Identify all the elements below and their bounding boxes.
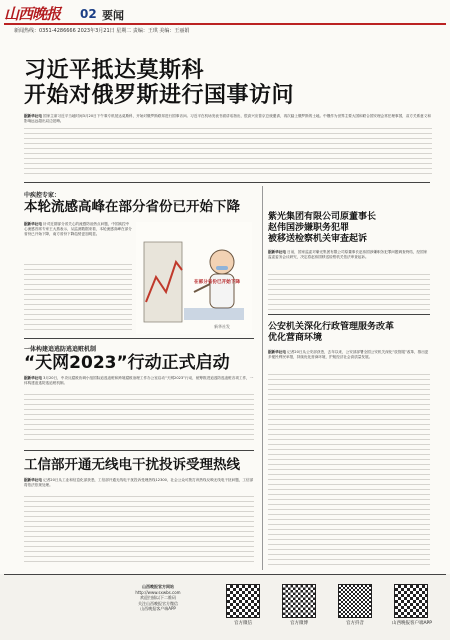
story-two-text: 针对近期部分省关心的流感防治热点问题，中国疾控中心流感首席专家王大燕表示，从监测数据来看，本轮流感高峰在部分省份已开始下降，南方省份下降趋势更加明显。	[24, 222, 132, 236]
side-one-headline-line2: 赵伟国涉嫌职务犯罪	[268, 223, 350, 233]
cartoon-text: 在部分省份已开始下降	[194, 280, 240, 285]
main-story-text: 国家主席习近平当地时间3月20日下午乘专机抵达莫斯科，开始对俄罗斯联邦进行国事访问。习近平在机场发表书面讲话指出，很高兴应普京总统邀请，再次踏上俄罗斯的土地。中俄作为世界主要大国和联合国安理会常任理事国，双方关系意义和影响远远超出双边范畴。	[24, 114, 431, 123]
qr-label-wechat: 官方微信	[234, 621, 252, 626]
story-two-dateline: 据新华社电	[24, 222, 42, 226]
story-three-text: 3月20日，中央反腐败协调小组国际追逃追赃和跨境腐败治理工作办公室启动“天网2023”行动，统筹推进追逃防逃追赃各项工作，一体构建追逃防逃追赃机制。	[24, 376, 254, 385]
side-one-headline-line3: 被移送检察机关审查起诉	[268, 234, 368, 244]
qr-label-douyin: 官方抖音	[346, 621, 364, 626]
story-three-dateline: 据新华社电	[24, 376, 42, 380]
side-one-headline-line1: 紫光集团有限公司原董事长	[268, 212, 377, 222]
promo-line-1: 山西晚报官方网站	[142, 584, 174, 589]
promo-line-5: 山西晚报客户端APP	[140, 606, 176, 611]
page-number: 02	[80, 7, 97, 21]
story-four-text: 记者20日从工业和信息化部获悉，工信部开通无线电干扰投诉受理热线12300，社会公众可拨打该热线反映无线电干扰问题，工信部将依法依规处理。	[24, 478, 254, 487]
side-two-headline-line2: 优化营商环境	[268, 333, 323, 343]
qr-code-app-icon[interactable]	[394, 584, 428, 618]
column-divider	[262, 186, 263, 570]
main-story-dateline: 据新华社电	[24, 114, 42, 118]
promo-line-3: 欢迎扫描以下二维码	[140, 595, 176, 600]
story-four-columns	[24, 494, 254, 566]
cartoon-svg	[136, 222, 252, 334]
footer-promo	[118, 584, 198, 612]
qr-label-app: 山西晚报客户端APP	[391, 621, 432, 626]
main-headline-line1: 习近平抵达莫斯科	[24, 58, 205, 83]
masthead-info: 新闻热线：0351-4286666 2023年3月21日 星期二 责编：王琪 美编：王丽娟	[14, 28, 190, 34]
divider-4	[268, 314, 430, 315]
divider-2	[24, 338, 254, 339]
story-three-lead	[24, 376, 254, 386]
story-two-lead	[24, 222, 132, 237]
qr-code-douyin-icon[interactable]	[338, 584, 372, 618]
story-three-kicker: 一体构建追逃防逃追赃机制	[24, 346, 97, 353]
footer-rule	[4, 574, 446, 575]
qr-code-weibo-icon[interactable]	[282, 584, 316, 618]
divider-3	[24, 450, 254, 451]
story-three-columns	[24, 392, 254, 444]
main-story-lead	[24, 114, 432, 124]
promo-line-4: 关注山西晚报官方微信	[138, 600, 178, 606]
qr-code-wechat-icon[interactable]	[226, 584, 260, 618]
story-three-headline: “天网2023”行动正式启动	[24, 353, 230, 373]
masthead-rule	[4, 23, 446, 25]
divider-1	[24, 182, 430, 183]
story-two-columns	[24, 262, 132, 330]
story-four-headline: 工信部开通无线电干扰投诉受理热线	[24, 457, 240, 473]
promo-line-2[interactable]: http://www.sxwbs.com	[135, 589, 181, 595]
side-two-lead	[268, 350, 430, 360]
side-two-text: 记者20日从公安部获悉，去年以来，公安部部署全国公安机关深化“放管服”改革，推出更多便民利民举措，持续优化营商环境，护航经济社会高质量发展。	[268, 350, 429, 359]
side-one-lead	[268, 250, 430, 260]
story-two-headline: 本轮流感高峰在部分省份已开始下降	[24, 199, 240, 215]
footer-bar	[0, 574, 450, 640]
side-two-dateline: 据新华社电	[268, 350, 286, 354]
story-four-lead	[24, 478, 254, 488]
story-two-kicker: 中疾控专家：	[24, 192, 61, 199]
newspaper-logo: 山西晚报	[4, 5, 61, 23]
section-title: 要闻	[102, 9, 124, 22]
main-headline-line2: 开始对俄罗斯进行国事访问	[24, 83, 295, 108]
side-two-headline-line1: 公安机关深化行政管理服务改革	[268, 322, 395, 332]
story-four-dateline: 据新华社电	[24, 478, 42, 482]
side-one-text: 日前，国家监委对紫光集团有限公司原董事长赵伟国涉嫌职务犯罪问题调查终结，经国家监委委务会议研究，决定将赵伟国移送检察机关依法审查起诉。	[268, 250, 428, 259]
main-story-columns	[24, 126, 432, 176]
cartoon-figure	[136, 222, 252, 334]
side-one-dateline: 据新华社电	[268, 250, 286, 254]
side-one-columns	[268, 272, 430, 310]
side-two-columns	[268, 372, 430, 568]
figure-caption: 新华社发	[214, 324, 230, 329]
qr-label-weibo: 官方微博	[290, 621, 308, 626]
